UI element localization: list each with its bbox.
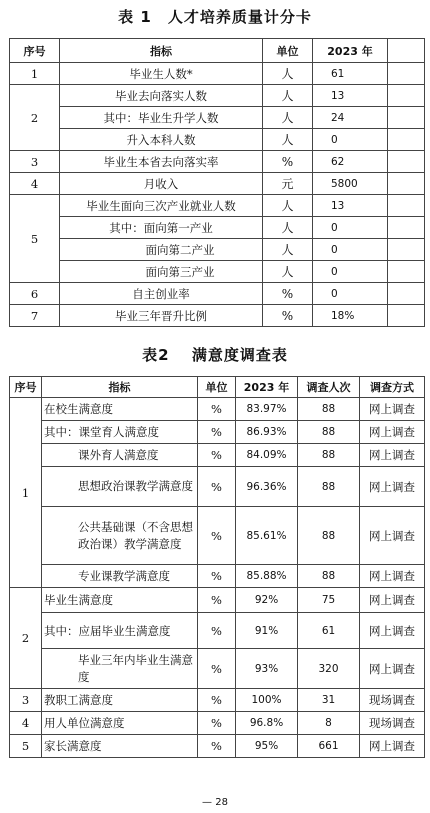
indicator-cell: 在校生满意度 [42, 398, 198, 421]
value-cell: 0 [313, 239, 388, 261]
table-row [10, 63, 425, 85]
unit-cell: 人 [263, 129, 313, 151]
table-header-row [10, 377, 425, 398]
table-row [10, 129, 425, 151]
empty-cell [388, 305, 425, 327]
table-row [10, 398, 425, 421]
value-cell: 62 [313, 151, 388, 173]
count-cell: 8 [298, 712, 360, 735]
empty-cell [388, 261, 425, 283]
table-row [10, 507, 425, 565]
value-cell: 83.97% [236, 398, 298, 421]
value-cell: 91% [236, 613, 298, 649]
unit-cell: % [263, 283, 313, 305]
indicator-cell: 面向第二产业 [60, 239, 263, 261]
indicator-cell: 思想政治课教学满意度 [42, 467, 198, 507]
empty-cell [388, 195, 425, 217]
seq-cell: 6 [10, 283, 60, 305]
unit-cell: % [198, 735, 236, 758]
seq-cell: 5 [10, 735, 42, 758]
empty-cell [388, 63, 425, 85]
value-cell: 0 [313, 261, 388, 283]
value-cell: 24 [313, 107, 388, 129]
seq-cell: 1 [10, 63, 60, 85]
value-cell: 100% [236, 689, 298, 712]
value-cell: 61 [313, 63, 388, 85]
indicator-cell: 毕业生满意度 [42, 588, 198, 613]
table-row [10, 217, 425, 239]
count-cell: 320 [298, 649, 360, 689]
satisfaction-survey-table [9, 376, 425, 758]
count-cell: 61 [298, 613, 360, 649]
unit-cell: 元 [263, 173, 313, 195]
table-row [10, 305, 425, 327]
unit-cell: % [198, 588, 236, 613]
method-cell: 网上调查 [360, 649, 425, 689]
table-header-row [10, 39, 425, 63]
indicator-cell: 专业课教学满意度 [42, 565, 198, 588]
indicator-cell: 用人单位满意度 [42, 712, 198, 735]
table-row [10, 151, 425, 173]
unit-cell: % [263, 151, 313, 173]
count-cell: 88 [298, 421, 360, 444]
table-row [10, 689, 425, 712]
header-method: 调查方式 [360, 377, 425, 398]
indicator-cell: 家长满意度 [42, 735, 198, 758]
seq-cell: 3 [10, 689, 42, 712]
table-row [10, 283, 425, 305]
seq-cell: 7 [10, 305, 60, 327]
indicator-cell: 毕业去向落实人数 [60, 85, 263, 107]
header-count: 调查人次 [298, 377, 360, 398]
header-indicator: 指标 [60, 39, 263, 63]
method-cell: 网上调查 [360, 398, 425, 421]
method-cell: 网上调查 [360, 735, 425, 758]
table-row [10, 195, 425, 217]
unit-cell: % [198, 613, 236, 649]
unit-cell: % [263, 305, 313, 327]
method-cell: 网上调查 [360, 421, 425, 444]
indicator-cell: 毕业三年晋升比例 [60, 305, 263, 327]
indicator-cell: 升入本科人数 [60, 129, 263, 151]
indicator-cell: 其中：面向第一产业 [60, 217, 263, 239]
seq-cell: 3 [10, 151, 60, 173]
seq-cell: 5 [10, 195, 60, 283]
page-number: — 28 [202, 797, 228, 808]
indicator-cell: 其中：应届毕业生满意度 [42, 613, 198, 649]
value-cell: 5800 [313, 173, 388, 195]
count-cell: 88 [298, 507, 360, 565]
value-cell: 96.8% [236, 712, 298, 735]
unit-cell: 人 [263, 107, 313, 129]
header-year: 2023 年 [313, 39, 388, 63]
count-cell: 88 [298, 444, 360, 467]
method-cell: 网上调查 [360, 588, 425, 613]
seq-cell: 2 [10, 588, 42, 689]
unit-cell: 人 [263, 239, 313, 261]
empty-cell [388, 217, 425, 239]
table-row [10, 613, 425, 649]
unit-cell: % [198, 649, 236, 689]
table-row [10, 261, 425, 283]
empty-cell [388, 283, 425, 305]
indicator-cell: 面向第三产业 [60, 261, 263, 283]
unit-cell: 人 [263, 85, 313, 107]
value-cell: 13 [313, 85, 388, 107]
unit-cell: 人 [263, 261, 313, 283]
empty-cell [388, 239, 425, 261]
unit-cell: % [198, 712, 236, 735]
value-cell: 93% [236, 649, 298, 689]
value-cell: 86.93% [236, 421, 298, 444]
empty-cell [388, 151, 425, 173]
header-empty [388, 39, 425, 63]
table2-title: 表2 满意度调查表 [142, 346, 288, 364]
unit-cell: % [198, 421, 236, 444]
empty-cell [388, 173, 425, 195]
header-unit: 单位 [263, 39, 313, 63]
indicator-cell: 其中：课堂育人满意度 [42, 421, 198, 444]
value-cell: 95% [236, 735, 298, 758]
indicator-cell: 自主创业率 [60, 283, 263, 305]
unit-cell: % [198, 398, 236, 421]
value-cell: 0 [313, 129, 388, 151]
unit-cell: % [198, 444, 236, 467]
indicator-cell: 毕业生面向三次产业就业人数 [60, 195, 263, 217]
method-cell: 网上调查 [360, 613, 425, 649]
seq-cell: 1 [10, 398, 42, 588]
unit-cell: 人 [263, 217, 313, 239]
value-cell: 84.09% [236, 444, 298, 467]
empty-cell [388, 85, 425, 107]
table-row [10, 444, 425, 467]
count-cell: 31 [298, 689, 360, 712]
table-row [10, 588, 425, 613]
count-cell: 88 [298, 565, 360, 588]
table-row [10, 565, 425, 588]
table-row [10, 239, 425, 261]
count-cell: 88 [298, 398, 360, 421]
empty-cell [388, 129, 425, 151]
value-cell: 85.61% [236, 507, 298, 565]
indicator-cell: 公共基础课（不含思想政治课）教学满意度 [42, 507, 198, 565]
table-row [10, 173, 425, 195]
table1-title: 表 1 人才培养质量计分卡 [118, 8, 312, 26]
indicator-cell: 毕业生人数* [60, 63, 263, 85]
table-row [10, 467, 425, 507]
count-cell: 88 [298, 467, 360, 507]
indicator-cell: 教职工满意度 [42, 689, 198, 712]
unit-cell: 人 [263, 195, 313, 217]
value-cell: 92% [236, 588, 298, 613]
indicator-cell: 课外育人满意度 [42, 444, 198, 467]
header-indicator: 指标 [42, 377, 198, 398]
empty-cell [388, 107, 425, 129]
talent-scorecard-table [9, 38, 425, 327]
table-row [10, 649, 425, 689]
value-cell: 85.88% [236, 565, 298, 588]
unit-cell: % [198, 689, 236, 712]
header-seq: 序号 [10, 377, 42, 398]
method-cell: 现场调查 [360, 712, 425, 735]
table-row [10, 421, 425, 444]
value-cell: 13 [313, 195, 388, 217]
unit-cell: % [198, 565, 236, 588]
method-cell: 网上调查 [360, 444, 425, 467]
table-row [10, 107, 425, 129]
value-cell: 0 [313, 283, 388, 305]
seq-cell: 2 [10, 85, 60, 151]
unit-cell: 人 [263, 63, 313, 85]
method-cell: 网上调查 [360, 565, 425, 588]
header-year: 2023 年 [236, 377, 298, 398]
indicator-cell: 毕业生本省去向落实率 [60, 151, 263, 173]
unit-cell: % [198, 507, 236, 565]
table-row [10, 85, 425, 107]
indicator-cell: 其中：毕业生升学人数 [60, 107, 263, 129]
table-row [10, 735, 425, 758]
value-cell: 18% [313, 305, 388, 327]
header-unit: 单位 [198, 377, 236, 398]
table-row [10, 712, 425, 735]
method-cell: 网上调查 [360, 467, 425, 507]
count-cell: 75 [298, 588, 360, 613]
header-seq: 序号 [10, 39, 60, 63]
method-cell: 现场调查 [360, 689, 425, 712]
indicator-cell: 毕业三年内毕业生满意度 [42, 649, 198, 689]
indicator-cell: 月收入 [60, 173, 263, 195]
unit-cell: % [198, 467, 236, 507]
value-cell: 0 [313, 217, 388, 239]
count-cell: 661 [298, 735, 360, 758]
seq-cell: 4 [10, 173, 60, 195]
method-cell: 网上调查 [360, 507, 425, 565]
value-cell: 96.36% [236, 467, 298, 507]
seq-cell: 4 [10, 712, 42, 735]
